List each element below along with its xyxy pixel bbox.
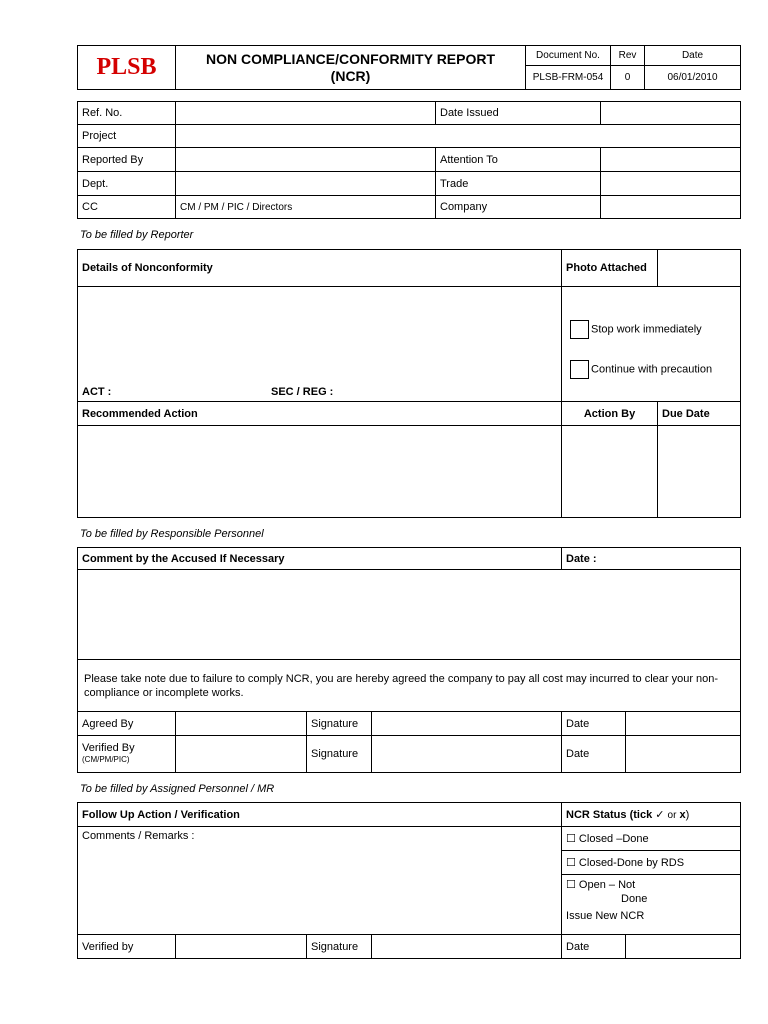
followup-verified-by-field[interactable]: [176, 935, 307, 959]
responsible-note: To be filled by Responsible Personnel: [80, 528, 264, 540]
verified-by-sub: (CM/PM/PIC): [82, 755, 130, 764]
closed-rds-option[interactable]: ☐ Closed-Done by RDS: [562, 851, 741, 875]
agreed-by-field[interactable]: [176, 712, 307, 736]
cost-notice: Please take note due to failure to comply NCR, you are hereby agreed the company to pay all cost may incurred to clear your non-compliance or incomplete works.: [78, 660, 741, 712]
tick-mark-icon: ✓: [655, 809, 665, 821]
reported-by-field[interactable]: [176, 148, 436, 172]
stop-work-option[interactable]: [570, 320, 736, 360]
issue-new-ncr-label: Issue New NCR: [566, 910, 645, 922]
logo-cell: [78, 46, 176, 90]
header-table: [77, 45, 741, 90]
photo-attached-label: Photo Attached: [562, 250, 658, 287]
continue-precaution-checkbox[interactable]: [570, 360, 589, 379]
followup-date-label: Date: [562, 935, 626, 959]
followup-signature-field[interactable]: [372, 935, 562, 959]
nonconformity-table: [77, 249, 741, 518]
form-title-line2: (NCR): [330, 67, 371, 84]
recommended-action-label: Recommended Action: [78, 402, 562, 426]
or-text: or: [667, 810, 677, 821]
ref-no-field[interactable]: [176, 102, 436, 125]
followup-signature-label: Signature: [307, 935, 372, 959]
project-label: Project: [78, 125, 176, 148]
continue-precaution-option[interactable]: [570, 360, 736, 379]
verified-signature-label: Signature: [307, 736, 372, 773]
form-title-line1: NON COMPLIANCE/CONFORMITY REPORT: [205, 50, 496, 67]
agreed-signature-label: Signature: [307, 712, 372, 736]
trade-field[interactable]: [601, 172, 741, 196]
date-issued-field[interactable]: [601, 102, 741, 125]
dept-field[interactable]: [176, 172, 436, 196]
agreed-date-label: Date: [562, 712, 626, 736]
comment-table: [77, 547, 741, 773]
cross-mark-icon: x: [679, 809, 686, 821]
company-field[interactable]: [601, 196, 741, 219]
recommended-action-field[interactable]: [78, 426, 562, 518]
date-issued-label: Date Issued: [436, 102, 601, 125]
action-by-label: Action By: [562, 402, 658, 426]
verified-by-field[interactable]: [176, 736, 307, 773]
action-by-field[interactable]: [562, 426, 658, 518]
verified-date-field[interactable]: [626, 736, 741, 773]
followup-date-field[interactable]: [626, 935, 741, 959]
ncr-status-label: NCR Status (tick: [566, 809, 653, 821]
trade-label: Trade: [436, 172, 601, 196]
attention-to-label: Attention To: [436, 148, 601, 172]
comments-remarks-area[interactable]: [78, 827, 562, 935]
dept-label: Dept.: [78, 172, 176, 196]
open-not-label: ☐ Open – Not: [566, 879, 636, 891]
ref-no-label: Ref. No.: [78, 102, 176, 125]
comment-date-label: Date :: [562, 548, 741, 570]
reporter-note: To be filled by Reporter: [80, 229, 194, 241]
photo-attached-field[interactable]: [658, 250, 741, 287]
cc-label: CC: [78, 196, 176, 219]
cc-value: CM / PM / PIC / Directors: [176, 196, 436, 219]
due-date-field[interactable]: [658, 426, 741, 518]
follow-up-label: Follow Up Action / Verification: [78, 803, 562, 827]
details-area[interactable]: [78, 287, 562, 402]
agreed-signature-field[interactable]: [372, 712, 562, 736]
form-title: [176, 46, 526, 90]
attention-to-field[interactable]: [601, 148, 741, 172]
verified-by-label: Verified By: [82, 742, 135, 754]
agreed-by-label: Agreed By: [78, 712, 176, 736]
company-label: Company: [436, 196, 601, 219]
continue-precaution-label: Continue with precaution: [591, 363, 713, 376]
doc-no-value: PLSB-FRM-054: [526, 66, 611, 90]
due-date-label: Due Date: [658, 402, 741, 426]
verified-signature-field[interactable]: [372, 736, 562, 773]
rev-label: Rev: [611, 46, 645, 66]
followup-verified-by-label: Verified by: [78, 935, 176, 959]
info-table: [77, 101, 741, 219]
stop-work-checkbox[interactable]: [570, 320, 589, 339]
reported-by-label: Reported By: [78, 148, 176, 172]
verified-date-label: Date: [562, 736, 626, 773]
doc-no-label: Document No.: [526, 46, 611, 66]
assigned-note: To be filled by Assigned Personnel / MR: [80, 783, 275, 795]
verified-by-cell: [78, 736, 176, 773]
done-label: Done: [621, 893, 648, 905]
agreed-date-field[interactable]: [626, 712, 741, 736]
project-field[interactable]: [176, 125, 741, 148]
follow-up-table: [77, 802, 741, 959]
comment-label: Comment by the Accused If Necessary: [78, 548, 562, 570]
date-value: 06/01/2010: [645, 66, 741, 90]
company-logo: PLSB: [96, 54, 157, 80]
close-paren: ): [685, 809, 690, 821]
stop-work-label: Stop work immediately: [591, 323, 702, 336]
date-label: Date: [645, 46, 741, 66]
closed-done-option[interactable]: ☐ Closed –Done: [562, 827, 741, 851]
ncr-status-cell: [562, 803, 741, 827]
comments-remarks-label: Comments / Remarks :: [82, 830, 195, 842]
rev-value: 0: [611, 66, 645, 90]
act-label: ACT :: [82, 386, 112, 398]
comment-field[interactable]: [78, 570, 741, 660]
details-nonconformity-label: Details of Nonconformity: [78, 250, 562, 287]
sec-reg-label: SEC / REG :: [271, 386, 334, 398]
action-options: [562, 287, 741, 402]
open-not-done-option[interactable]: [562, 875, 741, 935]
